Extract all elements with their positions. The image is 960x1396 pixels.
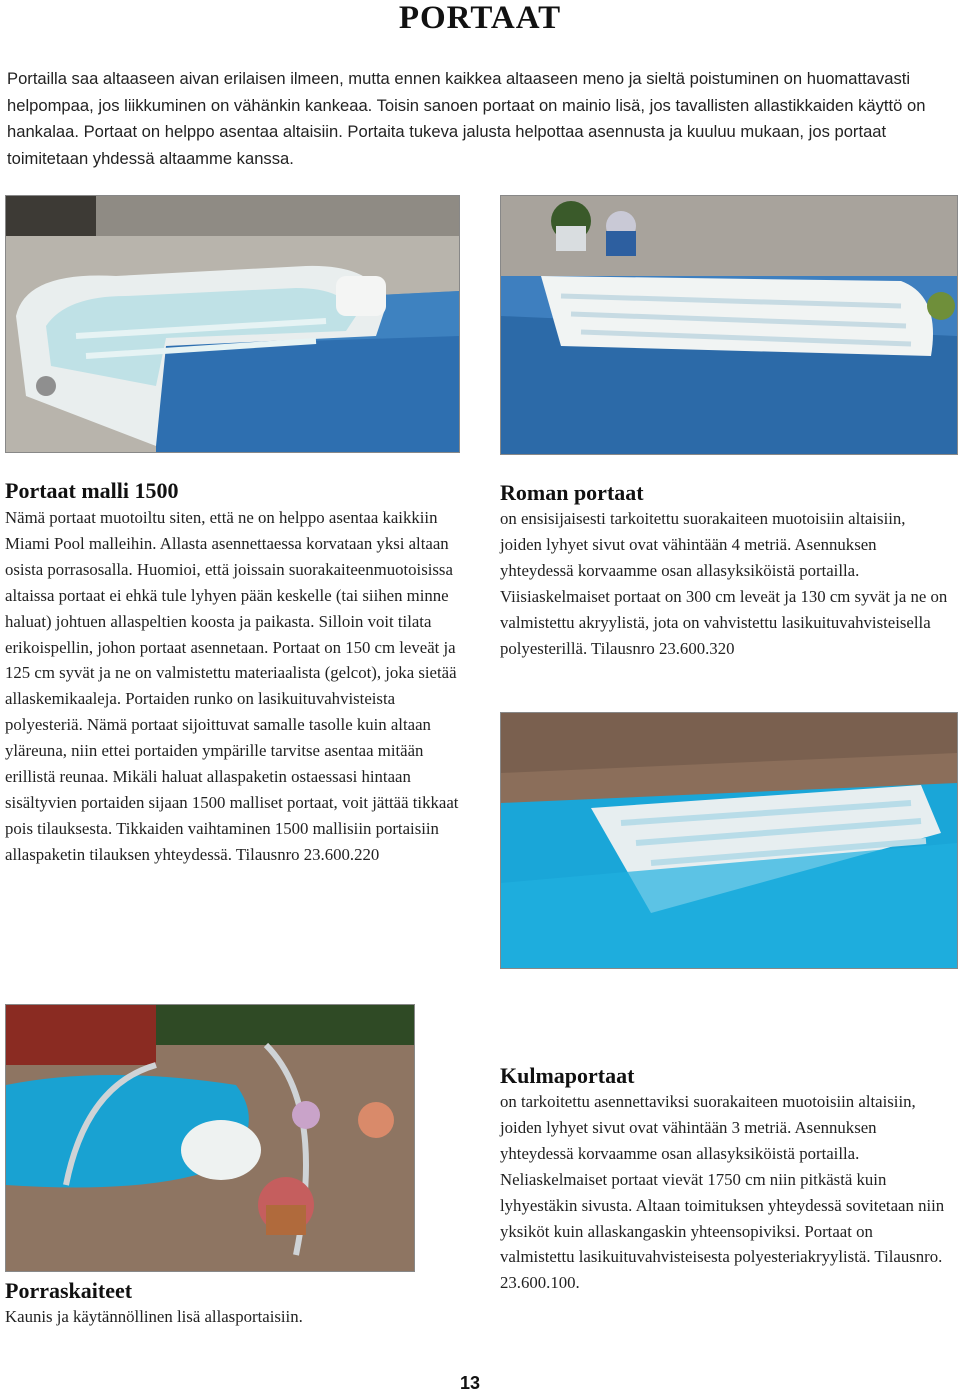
section-body-roman: on ensisijaisesti tarkoitettu suorakaiteen muotoisiin altaisiin, joiden lyhyet sivut ovat vähintään 4 metriä. Asennuksen yhteydessä korvaamme osan allasyksiköistä portailla. Viisiaskelmaiset portaat on 300 cm leveät ja 130 cm syvät ja ne on valmistettu akryylistä, jota on vahvistettu lasikuituvahvisteisella polyesterillä. Tilausnro 23.600.320: [500, 509, 948, 658]
section-title-malli1500: Portaat malli 1500: [5, 478, 179, 503]
photo-corner-steps: [500, 712, 958, 969]
section-title-porraskaiteet: Porraskaiteet: [5, 1278, 133, 1303]
section-body-porraskaiteet: Kaunis ja käytännöllinen lisä allasportaisiin.: [5, 1307, 303, 1326]
section-body-kulma: on tarkoitettu asennettaviksi suorakaiteen muotoisiin altaisiin, joiden lyhyet sivut ovat vähintään 3 metriä. Asennuksen yhteydessä korvaamme osan allasyksiköistä portailla. Neliaskelmaiset portaat vievät 1750 cm niin pitkästä kuin lyhyestäkin sivusta. Altaan toimituksen yhteydessä sovitetaan niin yksiköt kuin allaskangaskin yhteensopiviksi. Portaat on valmistettu lasikuituvahvisteisesta polyesteriakryylistä. Tilausnro. 23.600.100.: [500, 1092, 945, 1293]
page-title: PORTAAT: [398, 0, 562, 36]
page-number: 13: [459, 1373, 481, 1393]
photo-handrails: [5, 1004, 415, 1272]
photo-roman-steps: [500, 195, 958, 455]
section-title-kulma: Kulmaportaat: [500, 1063, 635, 1088]
intro-paragraph: Portailla saa altaaseen aivan erilaisen ilmeen, mutta ennen kaikkea altaaseen meno ja sieltä poistuminen on huomattavasti helpompaa, jos liikkuminen on vähänkin kankeaa. Toisin sanoen portaat on mainio lisä, jos tavallisten allastikkaiden käyttö on hankalaa. Portaat on helppo asentaa altaisiin. Portaita tukeva jalusta helpottaa asennusta ja kuuluu mukaan, jos portaat toimitetaan yhdessä altaamme kanssa.: [7, 69, 926, 168]
section-body-malli1500: Nämä portaat muotoiltu siten, että ne on helppo asentaa kaikkiin Miami Pool malleihin. Allasta asennettaessa korvataan yksi altaan osista porrasosalla. Huomioi, että joissain suorakaiteenmuotoisissa altaissa portaat ei ehkä tule lyhyen pään keskelle (tai siihen minne haluat) johtuen allaspeltien koosta ja paikasta. Silloin voit tilata erikoispellin, johon portaat asennetaan. Portaat on 150 cm leveät ja 125 cm syvät ja ne on valmistettu materiaalista (gelcot), joka sietää allaskemikaaleja. Portaiden runko on lasikuituvahvisteista polyesteriä. Nämä portaat sijoittuvat samalle tasolle kuin altaan yläreuna, niin ettei portaiden ympärille tarvitse asentaa mitään erillistä reunaa. Mikäli haluat allaspaketin ostaessasi hintaan sisältyvien portaiden sijaan 1500 malliset portaat, voit jättää tikkaat pois tilauksesta. Tikkaiden vaihtaminen 1500 mallisiin portaisiin allaspaketin tilauksen yhteydessä. Tilausnro 23.600.220: [5, 508, 459, 864]
photo-steps-1500: [5, 195, 460, 453]
section-title-roman: Roman portaat: [500, 480, 644, 505]
